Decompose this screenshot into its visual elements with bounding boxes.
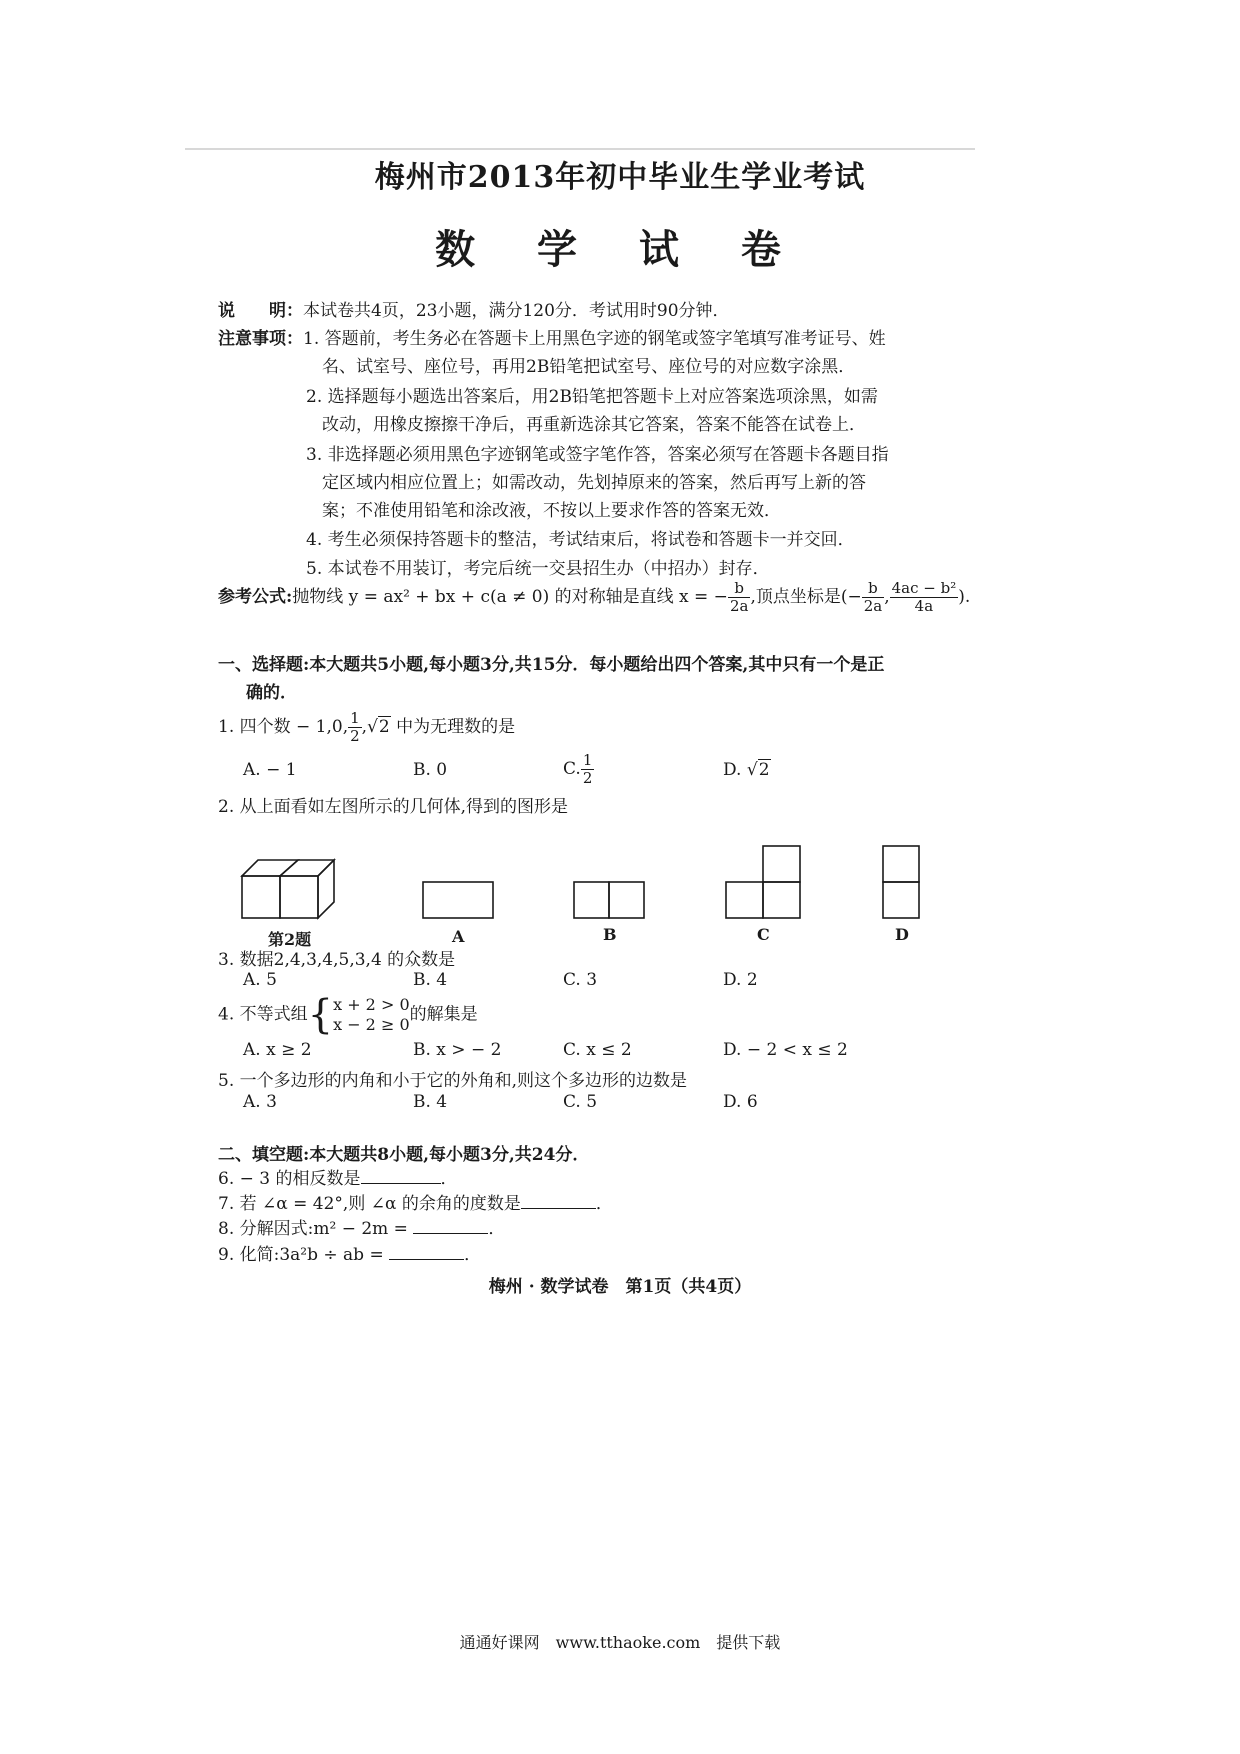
q7-text: 7. 若 ∠α = 42°,则 ∠α 的余角的度数是 xyxy=(218,1194,521,1214)
q2-figure-c xyxy=(726,846,800,918)
q8-text: 8. 分解因式:m² − 2m = xyxy=(218,1219,414,1239)
q1-pre: 1. 四个数 − 1,0, xyxy=(218,717,349,737)
note-item-3b: 定区域内相应位置上；如需改动，先划掉原来的答案，然后再写上新的答 xyxy=(322,473,866,493)
q1-sqrt-arg: 2 xyxy=(378,717,390,737)
note-item-5: 5. 本试卷不用装订，考完后统一交县招生办（中招办）封存． xyxy=(306,559,770,579)
question-4 xyxy=(218,992,478,1038)
exam-subtitle: 数 学 试 卷 xyxy=(435,226,805,273)
q1-frac xyxy=(348,710,362,745)
site-footer: 通通好课网 www.tthaoke.com 提供下载 xyxy=(459,1633,781,1652)
q1-c-frac xyxy=(581,752,595,787)
section2-heading: 二、填空题:本大题共8小题,每小题3分,共24分． xyxy=(218,1145,590,1165)
q1-comma: , xyxy=(361,717,368,737)
zhuyi-label: 注意事项： xyxy=(218,329,303,349)
question-7 xyxy=(218,1189,613,1214)
q1-frac-den: 2 xyxy=(350,727,360,745)
q6-end: ． xyxy=(440,1169,458,1189)
q2-figure-label: 第2题 xyxy=(268,930,312,949)
formula-part-2: ,顶点坐标是(− xyxy=(750,587,862,607)
q5-option-a: A. 3 xyxy=(243,1092,277,1112)
note-item-3a: 3. 非选择题必须用黑色字迹钢笔或签字笔作答，答案必须写在答题卡各题目指 xyxy=(306,445,889,465)
formula-label: 参考公式: xyxy=(218,587,293,607)
note-item-4: 4. 考生必须保持答题卡的整洁，考试结束后，将试卷和答题卡一并交回． xyxy=(306,530,855,550)
formula-frac-2 xyxy=(862,580,885,615)
q1-option-d xyxy=(723,760,771,780)
note-item-3c: 案；不准使用铅笔和涂改液，不按以上要求作答的答案无效． xyxy=(322,501,781,521)
q1-frac-num: 1 xyxy=(350,709,360,727)
q4-option-c: C. x ≤ 2 xyxy=(563,1040,632,1060)
q3-option-a: A. 5 xyxy=(243,970,277,990)
formula-frac-3-den: 4a xyxy=(914,597,934,615)
formula-frac-1-den: 2a xyxy=(729,597,749,615)
section1-heading-cont: 确的． xyxy=(246,683,297,703)
question-9 xyxy=(218,1240,481,1265)
q2-figure-d xyxy=(883,846,919,918)
shuoming-label: 说 明： xyxy=(218,301,303,321)
q1-option-b: B. 0 xyxy=(413,760,448,780)
q2-solid-figure xyxy=(242,860,334,918)
formula-frac-1 xyxy=(728,580,751,615)
q8-end: ． xyxy=(488,1219,506,1239)
q5-option-d: D. 6 xyxy=(723,1092,758,1112)
q1-c-frac-den: 2 xyxy=(582,769,593,787)
q6-text: 6. − 3 的相反数是 xyxy=(218,1169,361,1189)
q4-option-a: A. x ≥ 2 xyxy=(243,1040,312,1060)
q7-answer-blank xyxy=(521,1194,596,1209)
q4-ineq-2: x − 2 ≥ 0 xyxy=(333,1015,410,1034)
q4-brace: { xyxy=(307,992,334,1038)
question-2: 2. 从上面看如左图所示的几何体,得到的图形是 xyxy=(218,797,569,817)
formula-part-3: , xyxy=(884,587,890,607)
q4-option-b: B. x > − 2 xyxy=(413,1040,502,1060)
note-item-1b: 名、试室号、座位号，再用2B铅笔把试室号、座位号的对应数字涂黑． xyxy=(322,357,856,377)
reference-formula xyxy=(218,580,970,615)
question-6 xyxy=(218,1164,458,1189)
question-8 xyxy=(218,1214,505,1239)
section1-heading: 一、选择题:本大题共5小题,每小题3分,共15分．每小题给出四个答案,其中只有一个是正 xyxy=(218,655,885,675)
formula-part-1: 抛物线 y = ax² + bx + c(a ≠ 0) 的对称轴是直线 x = − xyxy=(292,587,728,607)
formula-frac-1-num: b xyxy=(728,580,751,598)
notes-shuoming xyxy=(218,296,730,321)
formula-frac-2-den: 2a xyxy=(863,597,883,615)
notes-zhuyi xyxy=(218,324,886,349)
q1-c-label: C. xyxy=(563,759,581,779)
note-item-2b: 改动，用橡皮擦擦干净后，再重新选涂其它答案，答案不能答在试卷上． xyxy=(322,415,866,435)
q9-text: 9. 化简:3a²b ÷ ab = xyxy=(218,1245,390,1265)
q1-d-label: D. xyxy=(723,760,747,780)
question-3: 3. 数据2,4,3,4,5,3,4 的众数是 xyxy=(218,950,456,970)
q2-label-b: B xyxy=(603,925,617,944)
q1-option-a: A. − 1 xyxy=(243,760,297,780)
note-item-2a: 2. 选择题每小题选出答案后，用2B铅笔把答题卡上对应答案选项涂黑，如需 xyxy=(306,387,878,407)
q4-pre: 4. 不等式组 xyxy=(218,1004,308,1025)
q1-c-frac-num: 1 xyxy=(582,751,593,769)
q3-option-b: B. 4 xyxy=(413,970,448,990)
formula-frac-2-num: b xyxy=(862,580,885,598)
q4-system xyxy=(333,995,410,1035)
q2-label-d: D xyxy=(895,925,909,944)
shuoming-text: 本试卷共4页，23小题，满分120分．考试用时90分钟． xyxy=(303,301,730,321)
q1-d-sqrt-arg: 2 xyxy=(758,760,770,780)
q4-option-d: D. − 2 < x ≤ 2 xyxy=(723,1040,848,1060)
formula-part-4: ). xyxy=(958,587,971,607)
q2-label-c: C xyxy=(757,925,770,944)
q6-answer-blank xyxy=(361,1169,441,1184)
q5-option-c: C. 5 xyxy=(563,1092,598,1112)
q1-option-c xyxy=(563,752,594,787)
q9-end: ． xyxy=(464,1245,482,1265)
q7-end: ． xyxy=(595,1194,613,1214)
q3-option-c: C. 3 xyxy=(563,970,598,990)
note-item-1a: 1. 答题前，考生务必在答题卡上用黑色字迹的钢笔或签字笔填写准考证号、姓 xyxy=(303,329,886,349)
q5-option-b: B. 4 xyxy=(413,1092,448,1112)
q2-figures xyxy=(0,810,1240,940)
question-5: 5. 一个多边形的内角和小于它的外角和,则这个多边形的边数是 xyxy=(218,1071,688,1091)
q4-ineq-1: x + 2 > 0 xyxy=(333,995,410,1014)
q4-post: 的解集是 xyxy=(409,1004,478,1025)
page-footer: 梅州 · 数学试卷 第1页（共4页） xyxy=(488,1277,752,1297)
q1-post: 中为无理数的是 xyxy=(390,717,516,737)
formula-frac-3 xyxy=(890,580,959,615)
q3-option-d: D. 2 xyxy=(723,970,758,990)
q1-sqrt-sym: √ xyxy=(367,717,378,737)
exam-title: 梅州市2013年初中毕业生学业考试 xyxy=(374,160,866,195)
question-1 xyxy=(218,710,515,745)
q2-figure-a xyxy=(423,882,493,918)
q1-d-sqrt-sym: √ xyxy=(746,760,758,780)
q8-answer-blank xyxy=(413,1219,488,1234)
q2-figure-b xyxy=(574,882,644,918)
q9-answer-blank xyxy=(389,1245,464,1260)
formula-frac-3-num: 4ac − b² xyxy=(891,579,957,597)
top-rule xyxy=(185,148,975,150)
q2-label-a: A xyxy=(452,927,465,946)
